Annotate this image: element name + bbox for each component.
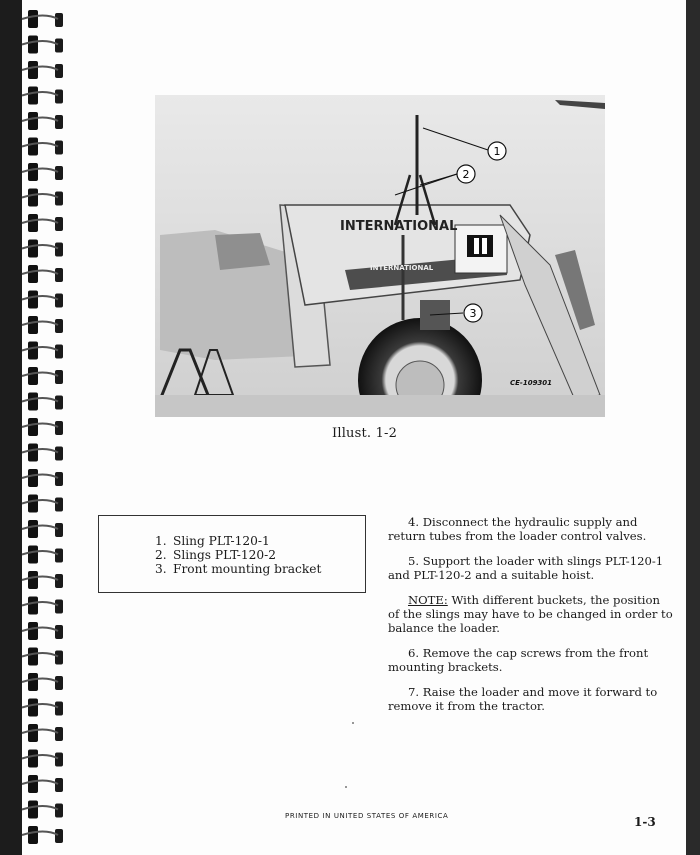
callout-3 xyxy=(464,304,482,322)
binding-coil xyxy=(28,546,38,564)
binding-coil xyxy=(28,495,38,513)
binding-coil xyxy=(28,214,38,232)
binding-coil xyxy=(28,520,38,538)
binding-hole xyxy=(55,421,63,435)
legend-box xyxy=(98,515,366,593)
binding-wire xyxy=(22,143,58,147)
binding-hole xyxy=(55,651,63,665)
binding-wire xyxy=(22,16,58,20)
binding-hole xyxy=(55,217,63,231)
svg-text:3: 3 xyxy=(469,307,477,320)
page-edge-shadow xyxy=(686,0,700,855)
binding-hole xyxy=(55,370,63,384)
binding-wire xyxy=(22,475,58,479)
binding-hole xyxy=(55,90,63,104)
binding-hole xyxy=(55,39,63,53)
figure-caption: Illust. 1-2 xyxy=(332,426,398,441)
binding-coil xyxy=(28,291,38,309)
binding-wire xyxy=(22,67,58,71)
binding-wire xyxy=(22,373,58,377)
legend-item: 1. Sling PLT-120-1 xyxy=(155,534,270,548)
binding-hole xyxy=(55,778,63,792)
binding-coil xyxy=(28,648,38,666)
svg-text:1: 1 xyxy=(493,145,501,158)
binding-hole xyxy=(55,294,63,308)
step-7: 7. Raise the loader and move it forward to remove it from the tractor. xyxy=(388,685,658,713)
binding-coil xyxy=(28,571,38,589)
binding-wire xyxy=(22,322,58,326)
binding-coil xyxy=(28,240,38,258)
binding-hole xyxy=(55,268,63,282)
decal-text-1: INTERNATIONAL xyxy=(340,219,458,234)
binding-hole xyxy=(55,600,63,614)
binding-coil xyxy=(28,826,38,844)
binding-wire xyxy=(22,781,58,785)
binding-wire xyxy=(22,296,58,300)
binding-coil xyxy=(28,189,38,207)
binding-wire xyxy=(22,551,58,555)
binding-hole xyxy=(55,727,63,741)
binding-wire xyxy=(22,832,58,836)
binding-coil xyxy=(28,418,38,436)
binding-hole xyxy=(55,498,63,512)
binding-wire xyxy=(22,424,58,428)
binding-hole xyxy=(55,472,63,486)
binding-wire xyxy=(22,628,58,632)
binding-coil xyxy=(28,163,38,181)
binding-hole xyxy=(55,319,63,333)
binding-hole xyxy=(55,166,63,180)
binding-coil xyxy=(28,775,38,793)
binding-hole xyxy=(55,396,63,410)
scan-speck xyxy=(352,722,354,724)
binding-wire xyxy=(22,679,58,683)
binding-coil xyxy=(28,61,38,79)
note xyxy=(388,593,673,635)
instruction-steps xyxy=(388,515,673,724)
binding-coil xyxy=(28,750,38,768)
binding-hole xyxy=(55,64,63,78)
binding-wire xyxy=(22,653,58,657)
note-text: With different buckets, the position of the slings may have to be changed in order to balance the loader. xyxy=(388,593,673,635)
binding-wire xyxy=(22,704,58,708)
step-6: 6. Remove the cap screws from the front mounting brackets. xyxy=(388,646,649,674)
callout-1 xyxy=(488,142,506,160)
binding-hole xyxy=(55,625,63,639)
binding-coil xyxy=(28,112,38,130)
binding-wire xyxy=(22,41,58,45)
binding-hole xyxy=(55,243,63,257)
spiral-binding xyxy=(0,0,70,855)
binding-coil xyxy=(28,444,38,462)
binding-hole xyxy=(55,192,63,206)
binding-hole xyxy=(55,115,63,129)
binding-coil xyxy=(28,316,38,334)
tractor-loader-photo xyxy=(155,95,605,417)
binding-hole xyxy=(55,523,63,537)
callout-2 xyxy=(457,165,475,183)
binding-coil xyxy=(28,393,38,411)
binding-hole xyxy=(55,753,63,767)
binding-coil xyxy=(28,367,38,385)
binding-wire xyxy=(22,169,58,173)
binding-coil xyxy=(28,699,38,717)
svg-text:2: 2 xyxy=(462,168,470,181)
binding-wire xyxy=(22,194,58,198)
binding-hole xyxy=(55,13,63,27)
binding-wire xyxy=(22,347,58,351)
printed-notice: PRINTED IN UNITED STATES OF AMERICA xyxy=(285,812,449,820)
legend-list xyxy=(155,534,321,576)
binding-wire xyxy=(22,92,58,96)
binding-wire xyxy=(22,118,58,122)
binding-wire xyxy=(22,449,58,453)
binding-coil xyxy=(28,597,38,615)
legend-item: 3. Front mounting bracket xyxy=(155,562,322,576)
binding-coil xyxy=(28,10,38,28)
binding-coil xyxy=(28,342,38,360)
binding-coil xyxy=(28,801,38,819)
note-label: NOTE: xyxy=(408,593,448,607)
binding-coil xyxy=(28,265,38,283)
binding-coil xyxy=(28,87,38,105)
binding-wire xyxy=(22,245,58,249)
binding-hole xyxy=(55,829,63,843)
binding-coil xyxy=(28,36,38,54)
binding-wire xyxy=(22,806,58,810)
binding-wire xyxy=(22,398,58,402)
binding-coil xyxy=(28,724,38,742)
binding-coil xyxy=(28,673,38,691)
binding-hole xyxy=(55,574,63,588)
binding-hole xyxy=(55,345,63,359)
legend-item: 2. Slings PLT-120-2 xyxy=(155,548,277,562)
step-4: 4. Disconnect the hydraulic supply and return tubes from the loader control valves. xyxy=(388,515,647,543)
binding-wire xyxy=(22,730,58,734)
scan-speck xyxy=(345,786,347,788)
decal-text-2: INTERNATIONAL xyxy=(370,264,434,272)
binding-hole xyxy=(55,549,63,563)
binding-wire xyxy=(22,220,58,224)
binding-hole xyxy=(55,447,63,461)
binding-wire xyxy=(22,526,58,530)
binding-coil xyxy=(28,138,38,156)
binding-wire xyxy=(22,500,58,504)
binding-hole xyxy=(55,676,63,690)
binding-wire xyxy=(22,271,58,275)
binding-wire xyxy=(22,755,58,759)
binding-hole xyxy=(55,702,63,716)
binding-hole xyxy=(55,804,63,818)
binding-coil xyxy=(28,622,38,640)
binding-wire xyxy=(22,577,58,581)
step-5: 5. Support the loader with slings PLT-120-1 and PLT-120-2 and a suitable hoist. xyxy=(388,554,664,582)
binding-hole xyxy=(55,141,63,155)
binding-coil xyxy=(28,469,38,487)
binding-wire xyxy=(22,602,58,606)
page-number: 1-3 xyxy=(634,815,656,829)
photo-code: CE-109301 xyxy=(510,379,553,387)
